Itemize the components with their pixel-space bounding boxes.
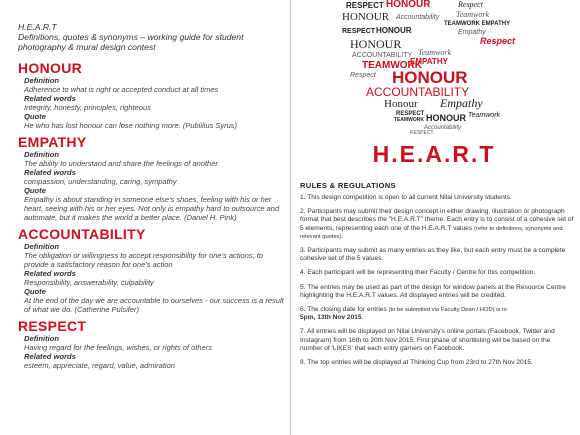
rule-item: 1. This design competition is open to all current Nilai University students.: [300, 194, 512, 201]
cloud-word: HONOUR: [392, 68, 468, 87]
rule-item: 6. The closing date for entries (to be submitted via Faculty Dean / HOD) is to 5pm, 13th Nov 2015.: [300, 306, 507, 322]
definition-label: Definition: [24, 334, 60, 343]
definition-text: The ability to understand and share the feelings of another: [24, 159, 218, 168]
cloud-word: Accountability: [396, 14, 440, 21]
definition-text: Having regard for the feelings, wishes, or rights of others: [24, 343, 213, 352]
cloud-word: HONOUR: [376, 26, 412, 35]
definition-label: Definition: [24, 242, 60, 251]
cloud-word: ACCOUNTABILITY: [352, 52, 413, 59]
doc-subtitle: Definitions, quotes & synonyms – working guide for student photography & mural design contest: [18, 32, 244, 52]
section-accountability: [18, 227, 288, 314]
quote-text: Empathy is about standing in someone else's shoes, feeling with his or her heart, seeing with his or her eyes. Not only is empathy hard to outsource and automate, but it makes the world a better place. (Daniel H. Pink): [24, 195, 280, 222]
doc-title: H.E.A.R.T: [18, 22, 57, 32]
related-label: Related words: [24, 269, 76, 278]
rule-text: 2. Participants may submit their design concept in either drawing, illustration or photograph format that best describes the "H.E.A.R.T" theme. Each entry is to consist of a cohesive set of 5 elements, representing each one of the H.E.A.R.T values: [300, 208, 574, 232]
quote-label: Quote: [24, 186, 46, 195]
section-heading: HONOUR: [18, 60, 83, 76]
cloud-word: Honour: [384, 98, 418, 110]
related-text: esteem, appreciate, regard, value, admiration: [24, 361, 175, 370]
rule-item: 5. The entries may be used as part of the design for window panels at the Resource Centre highlighting the H.E.A.R.T values. All displayed entries will be credited.: [300, 283, 566, 299]
rule-text: 6. The closing date for entries: [300, 306, 387, 314]
rule-item: [300, 208, 574, 241]
quote-label: Quote: [24, 287, 46, 296]
cloud-word: RESPECT: [342, 28, 376, 35]
related-label: Related words: [24, 94, 76, 103]
cloud-word: Teamwork: [468, 112, 501, 119]
definition-label: Definition: [24, 150, 60, 159]
definition-text: The obligation or willingness to accept responsibility for one's actions; to provide a satisfactory reason for one's action: [24, 251, 264, 269]
rule-note: (refer to definitions, synonyms and relevant quotes).: [300, 225, 563, 240]
definition-text: Adherence to what is right or accepted conduct at all times: [24, 85, 219, 94]
cloud-word: TEAMWORK EMPATHY: [444, 21, 511, 27]
cloud-word: Respect: [458, 0, 483, 9]
cloud-word: RESPECT: [410, 130, 434, 136]
related-text: Responsibility, answerability, culpability: [24, 278, 154, 287]
right-column: [298, 0, 574, 435]
quote-label: Quote: [24, 112, 46, 121]
rules-heading: RULES & REGULATIONS: [300, 181, 396, 190]
definition-label: Definition: [24, 76, 60, 85]
rules-list: [300, 194, 574, 373]
cloud-word: Empathy: [440, 96, 483, 110]
section-heading: RESPECT: [18, 318, 87, 334]
quote-text: At the end of the day we are accountable to ourselves - our success is a result of what we do. (Catherine Pulsifer): [24, 296, 284, 314]
cloud-word: Teamwork: [418, 48, 452, 57]
cloud-word: RESPECT: [396, 111, 425, 117]
heart-word-cloud: [340, 0, 540, 140]
cloud-word: TEAMWORK: [394, 117, 424, 123]
section-honour: [18, 61, 288, 130]
section-respect: [18, 319, 288, 370]
closing-date: 5pm, 13th Nov 2015: [300, 314, 362, 322]
cloud-word: HONOUR: [350, 37, 402, 51]
cloud-word: Respect: [350, 72, 376, 79]
cloud-word: ACCOUNTABILITY: [366, 85, 470, 99]
related-text: compassion, understanding, caring, sympathy: [24, 177, 177, 186]
rule-note: (to be submitted via Faculty Dean / HOD) is to: [388, 307, 507, 314]
cloud-word: HONOUR: [386, 0, 431, 10]
section-heading: ACCOUNTABILITY: [18, 226, 146, 242]
cloud-word: Teamwork: [456, 10, 490, 19]
heart-title: H.E.A.R.T: [372, 141, 496, 167]
rule-item: 3. Participants may submit as many entries as they like, but each entry must be a complete cohesive set of the 5 values.: [300, 247, 566, 263]
cloud-word: Empathy: [458, 29, 486, 36]
cloud-word: HONOUR: [342, 11, 390, 23]
cloud-word: Accountability: [424, 125, 462, 131]
rule-item: 4. Each participant will be representing their Faculty / Centre for this competition.: [300, 269, 536, 277]
section-heading: EMPATHY: [18, 134, 87, 150]
cloud-word: EMPATHY: [410, 57, 448, 66]
related-label: Related words: [24, 352, 76, 361]
related-label: Related words: [24, 168, 76, 177]
rule-item: 8. The top entries will be displayed at Thinking Cup from 23rd to 27th Nov 2015.: [300, 359, 533, 367]
cloud-word: TEAMWORK: [362, 60, 422, 71]
section-empathy: [18, 135, 288, 222]
column-divider: [290, 0, 291, 435]
related-text: Integrity, honesty, principles, righteous: [24, 103, 151, 112]
cloud-word: HONOUR: [426, 113, 466, 123]
cloud-word: Respect: [480, 36, 516, 46]
rule-item: 7. All entries will be displayed on Nilai University's online portals (Facebook, Twitter and Instagram) from 16th to 20th Nov 2015. First phase of shortlisting will be based on the number of 'LIKES' that each entry garners on Facebook.: [300, 328, 555, 352]
cloud-word: RESPECT: [346, 1, 384, 10]
quote-text: He who has lost honour can lose nothing more. (Publilius Syrus): [24, 121, 238, 130]
left-column: [18, 22, 288, 370]
